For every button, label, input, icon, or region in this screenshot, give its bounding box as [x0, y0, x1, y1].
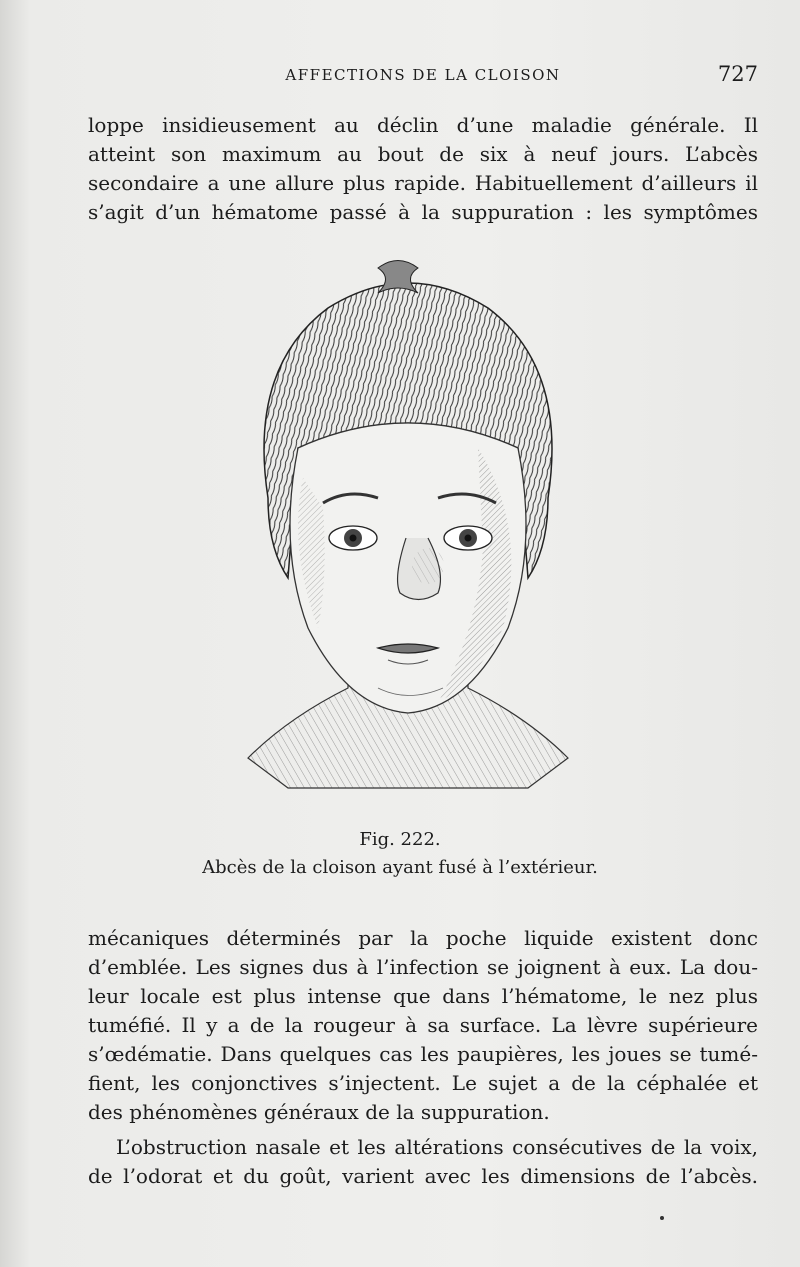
text-line: loppe insidieusement au déclin d’une maladie générale. Il — [88, 113, 758, 137]
running-title: AFFECTIONS DE LA CLOISON — [285, 66, 561, 84]
paragraph-bottom — [88, 1133, 758, 1191]
text-line: tuméfié. Il y a de la rougeur à sa surface. La lèvre supérieure — [88, 1013, 758, 1037]
page-header — [88, 62, 758, 92]
figure-caption: Abcès de la cloison ayant fusé à l’extérieur. — [202, 857, 598, 878]
figure-number: Fig. 222. — [359, 829, 441, 850]
text-line: secondaire a une allure plus rapide. Habituellement d’ailleurs il — [88, 171, 758, 195]
child-portrait-illustration — [228, 248, 588, 808]
text-line: s’agit d’un hématome passé à la suppuration : les symptômes — [88, 200, 758, 224]
text-line: d’emblée. Les signes dus à l’infection se joignent à eux. La dou- — [88, 955, 758, 979]
text-line: leur locale est plus intense que dans l’hématome, le nez plus — [88, 984, 758, 1008]
text-line: fient, les conjonctives s’injectent. Le sujet a de la céphalée et — [88, 1071, 758, 1095]
paragraph-top — [88, 111, 758, 227]
text-line: L’obstruction nasale et les altérations consécutives de la voix, — [116, 1135, 758, 1159]
page-number: 727 — [717, 62, 758, 86]
text-line: s’œdématie. Dans quelques cas les paupières, les joues se tumé- — [88, 1042, 758, 1066]
ink-speck — [660, 1216, 664, 1220]
paragraph-middle — [88, 924, 758, 1127]
text-line: mécaniques déterminés par la poche liquide existent donc — [88, 926, 758, 950]
text-line: atteint son maximum au bout de six à neuf jours. L’abcès — [88, 142, 758, 166]
text-line: des phénomènes généraux de la suppuration. — [88, 1100, 550, 1124]
text-line: de l’odorat et du goût, varient avec les dimensions de l’abcès. — [88, 1164, 758, 1188]
